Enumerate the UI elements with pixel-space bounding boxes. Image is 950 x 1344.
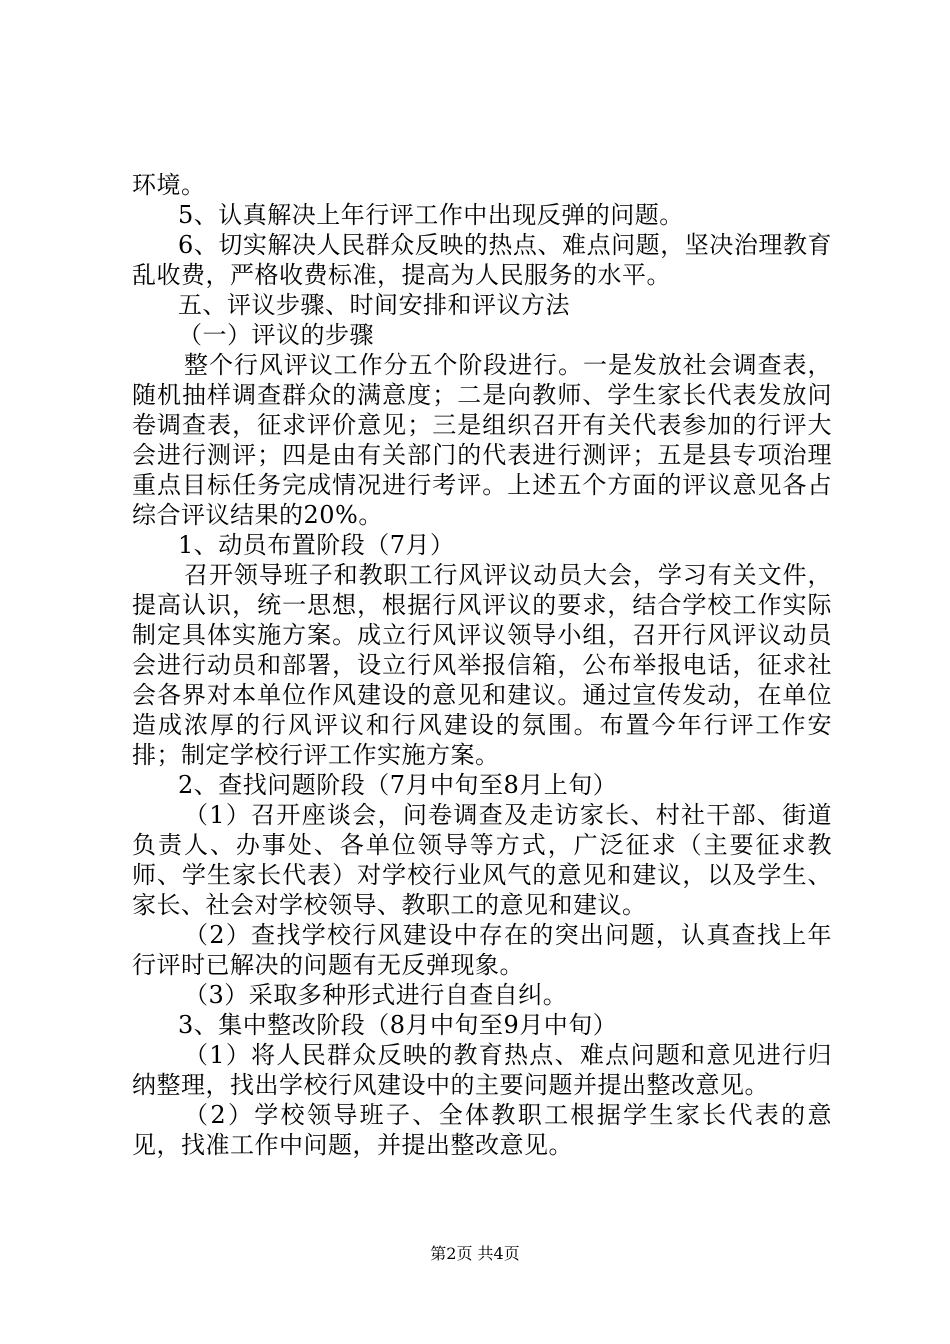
paragraph: （2）查找学校行风建设中存在的突出问题，认真查找上年行评时已解决的问题有无反弹现象。: [132, 921, 832, 979]
paragraph: 6、切实解决人民群众反映的热点、难点问题，坚决治理教育乱收费，严格收费标准，提高为人民服务的水平。: [132, 231, 832, 289]
document-body: [132, 170, 832, 1160]
paragraph: 3、集中整改阶段（8月中旬至9月中旬）: [178, 1011, 618, 1039]
paragraph: 2、查找问题阶段（7月中旬至8月上旬）: [178, 771, 618, 799]
paragraph: 整个行风评议工作分五个阶段进行。一是发放社会调查表，随机抽样调查群众的满意度；二是向教师、学生家长代表发放问卷调查表，征求评价意见；三是组织召开有关代表参加的行评大会进行测评；四是由有关部门的代表进行测评；五是县专项治理重点目标任务完成情况进行考评。上述五个方面的评议意见各占综合评议结果的20%。: [132, 351, 832, 529]
paragraph: （一）评议的步骤: [178, 321, 374, 349]
paragraph: （1）召开座谈会，问卷调查及走访家长、村社干部、街道负责人、办事处、各单位领导等方式，广泛征求（主要征求教师、学生家长代表）对学校行业风气的意见和建议，以及学生、家长、社会对学校领导、教职工的意见和建议。: [132, 801, 832, 919]
page-footer: 第2页 共4页: [430, 1244, 520, 1263]
paragraph: （3）采取多种形式进行自查自纠。: [184, 981, 568, 1009]
paragraph: 5、认真解决上年行评工作中出现反弹的问题。: [178, 201, 684, 229]
paragraph: （2）学校领导班子、全体教职工根据学生家长代表的意见，找准工作中问题，并提出整改意见。: [132, 1101, 832, 1159]
paragraph: 环境。: [132, 171, 206, 199]
paragraph: （1）将人民群众反映的教育热点、难点问题和意见进行归纳整理，找出学校行风建设中的主要问题并提出整改意见。: [132, 1041, 832, 1099]
paragraph: 召开领导班子和教职工行风评议动员大会，学习有关文件，提高认识，统一思想，根据行风评议的要求，结合学校工作实际制定具体实施方案。成立行风评议领导小组，召开行风评议动员会进行动员和部署，设立行风举报信箱，公布举报电话，征求社会各界对本单位作风建设的意见和建议。通过宣传发动，在单位造成浓厚的行风评议和行风建设的氛围。布置今年行评工作安排；制定学校行评工作实施方案。: [132, 561, 832, 769]
paragraph: 五、评议步骤、时间安排和评议方法: [178, 291, 570, 319]
paragraph: 1、动员布置阶段（7月）: [178, 531, 455, 559]
